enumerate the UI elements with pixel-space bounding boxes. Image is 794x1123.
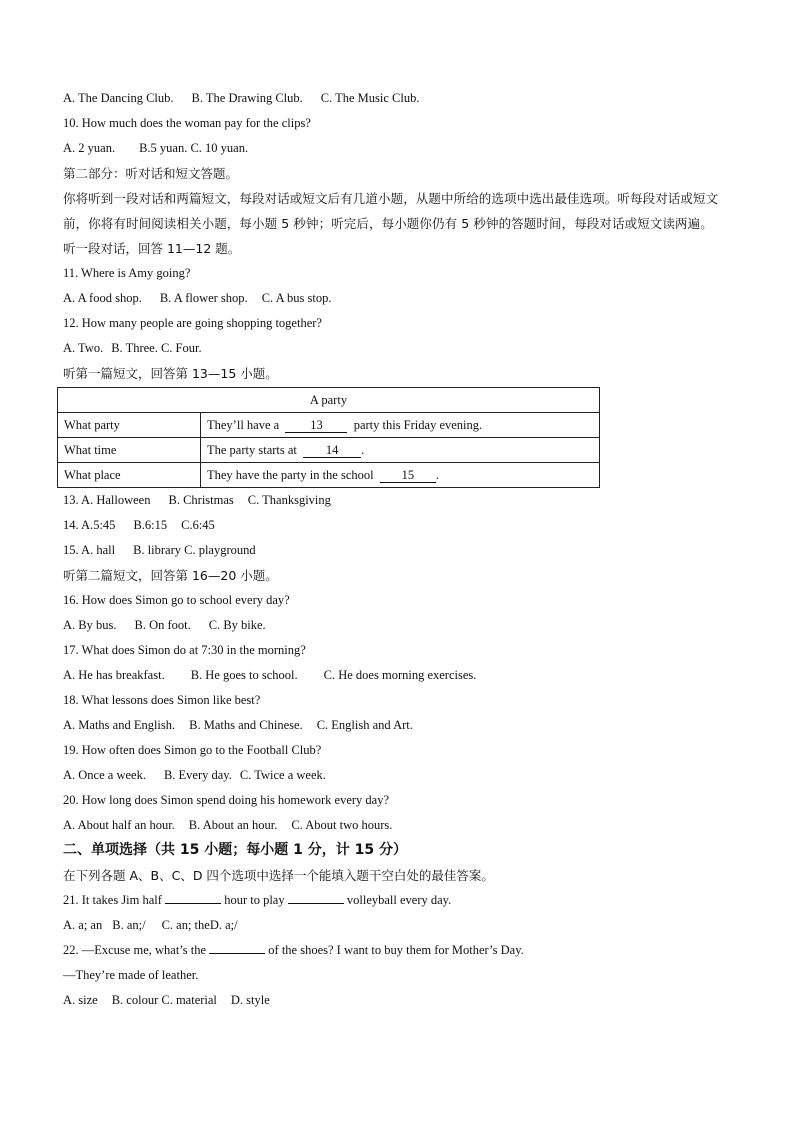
option: C. Thanksgiving: [247, 493, 331, 507]
q16-options: [63, 613, 733, 638]
party-table: [57, 387, 600, 488]
section-instructions: 你将听到一段对话和两篇短文，每段对话或短文后有几道小题，从题中所给的选项中选出最佳选项。听每段对话或短文前，你将有时间阅读相关小题，每小题 5 秒钟；听完后，每小题你仍有 5 秒钟的答题时间，每段对话或短文读两遍。: [63, 191, 719, 231]
option: B. Christmas: [168, 493, 234, 507]
stem-text: 22. —Excuse me, what’s the: [63, 943, 207, 957]
option: B. library C. playground: [133, 543, 256, 557]
part2-instructions: 在下列各题 A、B、C、D 四个选项中选择一个能填入题干空白处的最佳答案。: [63, 868, 494, 883]
option: A. Two.: [63, 341, 104, 355]
q15-options: [63, 538, 733, 563]
q20-options: [63, 813, 733, 838]
row-text: .: [361, 442, 365, 457]
section-title: 第二部分：听对话和短文答题。: [63, 166, 239, 181]
option: C. The Music Club.: [320, 91, 420, 105]
blank-13: 13: [285, 418, 347, 433]
option: C. He does morning exercises.: [323, 668, 477, 682]
q22-reply: —They’re made of leather.: [63, 968, 199, 982]
question-stem: 16. How does Simon go to school every day?: [63, 593, 290, 607]
question-stem: 18. What lessons does Simon like best?: [63, 693, 261, 707]
dialogue-prompt: 听一段对话，回答 11—12 题。: [63, 241, 241, 256]
q21-stem: [63, 888, 733, 913]
row-label: What time: [58, 438, 201, 463]
table-title: A party: [58, 388, 600, 413]
option: A. a; an: [63, 918, 103, 932]
stem-text: volleyball every day.: [346, 893, 452, 907]
question-stem: 12. How many people are going shopping together?: [63, 316, 322, 330]
q13-options: [63, 488, 733, 513]
row-text: They have the party in the school: [207, 467, 374, 482]
option: B. colour C. material: [111, 993, 217, 1007]
table-row: [58, 438, 600, 463]
question-stem: 10. How much does the woman pay for the clips?: [63, 116, 311, 130]
option: 13. A. Halloween: [63, 493, 151, 507]
exam-page: [63, 86, 733, 1013]
option: B. On foot.: [134, 618, 191, 632]
option: A. The Dancing Club.: [63, 91, 174, 105]
option: C. Twice a week.: [239, 768, 326, 782]
row-label: What place: [58, 463, 201, 488]
option: D. a;/: [209, 918, 238, 932]
row-text: They’ll have a: [207, 417, 280, 432]
stem-text: hour to play: [224, 893, 285, 907]
q22-stem: [63, 938, 733, 963]
option: A. Maths and English.: [63, 718, 176, 732]
stem-text: 21. It takes Jim half: [63, 893, 162, 907]
blank-15: 15: [380, 468, 436, 483]
part2-title: 二、单项选择（共 15 小题；每小题 1 分，计 15 分）: [63, 842, 407, 858]
q22-options: [63, 988, 733, 1013]
question-stem: 19. How often does Simon go to the Football Club?: [63, 743, 322, 757]
q17-options: [63, 663, 733, 688]
table-row: [58, 463, 600, 488]
row-text: .: [435, 467, 439, 482]
answer-blank: [165, 891, 221, 904]
q14-options: [63, 513, 733, 538]
q21-options: [63, 913, 733, 938]
option: C.6:45: [181, 518, 215, 532]
option: B. Three. C. Four.: [111, 341, 202, 355]
table-row: [58, 413, 600, 438]
option: 15. A. hall: [63, 543, 116, 557]
question-stem: 17. What does Simon do at 7:30 in the morning?: [63, 643, 306, 657]
stem-text: of the shoes? I want to buy them for Mother’s Day.: [268, 943, 524, 957]
question-stem: 20. How long does Simon spend doing his homework every day?: [63, 793, 390, 807]
option: B.6:15: [133, 518, 168, 532]
option: 14. A.5:45: [63, 518, 116, 532]
option: B. He goes to school.: [190, 668, 298, 682]
question-stem: 11. Where is Amy going?: [63, 266, 191, 280]
option: A. About half an hour.: [63, 818, 175, 832]
answer-blank: [288, 891, 344, 904]
option: B. The Drawing Club.: [191, 91, 303, 105]
option: A. He has breakfast.: [63, 668, 165, 682]
row-content: [201, 438, 600, 463]
option: A. size: [63, 993, 98, 1007]
q11-options: [63, 286, 733, 311]
row-label: What party: [58, 413, 201, 438]
q18-options: [63, 713, 733, 738]
option: B. Every day.: [163, 768, 232, 782]
q9-options: [63, 86, 733, 111]
q12-options: [63, 336, 733, 361]
option: C. English and Art.: [316, 718, 413, 732]
option: B. Maths and Chinese.: [189, 718, 303, 732]
option: C. A bus stop.: [261, 291, 332, 305]
row-text: party this Friday evening.: [353, 417, 483, 432]
option: B. an;/: [112, 918, 146, 932]
q19-options: [63, 763, 733, 788]
option: A. A food shop.: [63, 291, 142, 305]
passage1-prompt: 听第一篇短文，回答第 13—15 小题。: [63, 366, 278, 381]
option: A. Once a week.: [63, 768, 146, 782]
option: D. style: [230, 993, 270, 1007]
row-content: [201, 463, 600, 488]
option: C. About two hours.: [291, 818, 393, 832]
option: C. an; the: [161, 918, 210, 932]
option: A. By bus.: [63, 618, 117, 632]
option: B. About an hour.: [188, 818, 278, 832]
option: B.5 yuan. C. 10 yuan.: [139, 141, 249, 155]
passage2-prompt: 听第二篇短文，回答第 16—20 小题。: [63, 568, 278, 583]
option: C. By bike.: [208, 618, 266, 632]
blank-14: 14: [303, 443, 361, 458]
row-text: The party starts at: [207, 442, 297, 457]
option: B. A flower shop.: [159, 291, 248, 305]
option: A. 2 yuan.: [63, 141, 116, 155]
row-content: [201, 413, 600, 438]
q10-options: [63, 136, 733, 161]
answer-blank: [209, 941, 265, 954]
